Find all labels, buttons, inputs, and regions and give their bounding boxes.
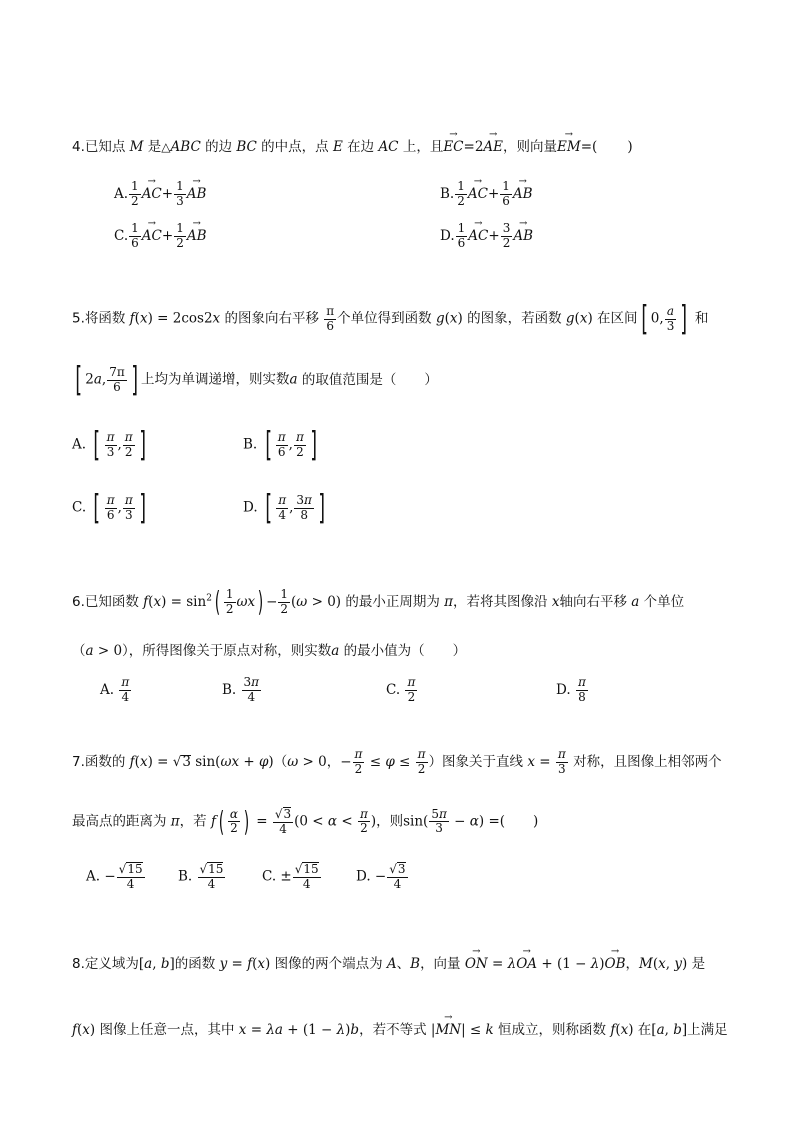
q7-option-a[interactable]: A. − $\frac{√15}{4}$: [86, 862, 143, 891]
q5-option-c[interactable]: C. [ $\frac{\pi}{6}$ , $\frac{\pi}{3}$ ]: [72, 488, 146, 528]
q4-option-b[interactable]: B. $\frac{1}{2}$ → AC+ $\frac{1}{6}$ → AB: [440, 180, 533, 209]
q6-option-b[interactable]: B. $\frac{3\pi}{4}$: [222, 675, 260, 704]
q4-stem: 4.已知点 M 是△ABC 的边 BC 的中点，点 E 在边 AC 上，且→ EC=2→ AE，则向量→ EM=( ): [72, 141, 633, 155]
q4-option-d[interactable]: D. $\frac{1}{6}$ → AC+ $\frac{3}{2}$ → AB: [440, 222, 533, 251]
q6-option-d[interactable]: D. $\frac{\pi}{8}$: [556, 675, 586, 704]
q8-stem-line2: f(x) 图像上任意一点，其中 x = λa + (1 − λ)b，若不等式 |→ MN| ≤ k 恒成立，则称函数 f(x) 在[a, b]上满足: [72, 1024, 728, 1038]
q7-option-d[interactable]: D. − $\frac{√3}{4}$: [356, 862, 406, 891]
q7-option-c[interactable]: C. ± $\frac{√15}{4}$: [262, 862, 319, 891]
q6-option-c[interactable]: C. $\frac{\pi}{2}$: [386, 675, 416, 704]
q5-option-a[interactable]: A. [ $\frac{\pi}{3}$ , $\frac{\pi}{2}$ ]: [72, 425, 146, 465]
q6-stem-line1: 6.已知函数 $f(x) = \sin^2$( $\frac{1}{2}$ ωx) − $\frac{1}{2}$ (ω > 0) 的最小正周期为 π，若将其图像沿 x轴向右平移 a 个单位: [72, 585, 685, 619]
q4-option-a[interactable]: A. $\frac{1}{2}$ → AC+ $\frac{1}{3}$ → AB: [114, 180, 206, 209]
q4-option-c[interactable]: C. $\frac{1}{6}$ → AC+ $\frac{1}{2}$ → AB: [114, 222, 207, 251]
q5-stem-line2: [ 2a, $\frac{7\pi}{6}$ ] 上均为单调递增，则实数a 的取值范围是（ ）: [75, 360, 438, 400]
q5-option-b[interactable]: B. [ $\frac{\pi}{6}$ , $\frac{\pi}{2}$ ]: [243, 425, 317, 465]
q6-option-a[interactable]: A. $\frac{\pi}{4}$: [100, 675, 130, 704]
q6-stem-line2: （a > 0），所得图像关于原点对称，则实数a 的最小值为（ ）: [72, 643, 467, 659]
q5-stem-line1: 5.将函数 f(x) = 2cos2x 的图象向右平移 $\frac{\pi}{6}$ 个单位得到函数 g(x) 的图象，若函数 g(x) 在区间[ 0, $\frac{a}{3}$ ] 和: [72, 299, 709, 339]
q5-option-d[interactable]: D. [ $\frac{\pi}{4}$ , $\frac{3\pi}{8}$ ]: [243, 488, 325, 528]
q7-option-b[interactable]: B. $\frac{√15}{4}$: [178, 862, 224, 891]
q8-stem-line1: 8.定义域为[a, b]的函数 y = f(x) 图像的两个端点为 A、B，向量 → ON = λ→ OA + (1 − λ)→ OB，M(x, y) 是: [72, 958, 705, 972]
q7-stem-line2: 最高点的距离为 π，若 f( $\frac{\alpha}{2}$ ) = $\frac{√3}{4}$ (0 < α < $\frac{\pi}{2}$ )，则sin( $\frac{5\pi}{3}$ − α) =( ): [72, 804, 539, 838]
q7-stem-line1: 7.函数的 f(x) = √3 sin(ωx + φ)（ω > 0，− $\frac{\pi}{2}$ ≤ φ ≤ $\frac{\pi}{2}$ ）图象关于直线 x = $\frac{\pi}{3}$ 对称，且图像上相邻两个: [72, 747, 722, 776]
